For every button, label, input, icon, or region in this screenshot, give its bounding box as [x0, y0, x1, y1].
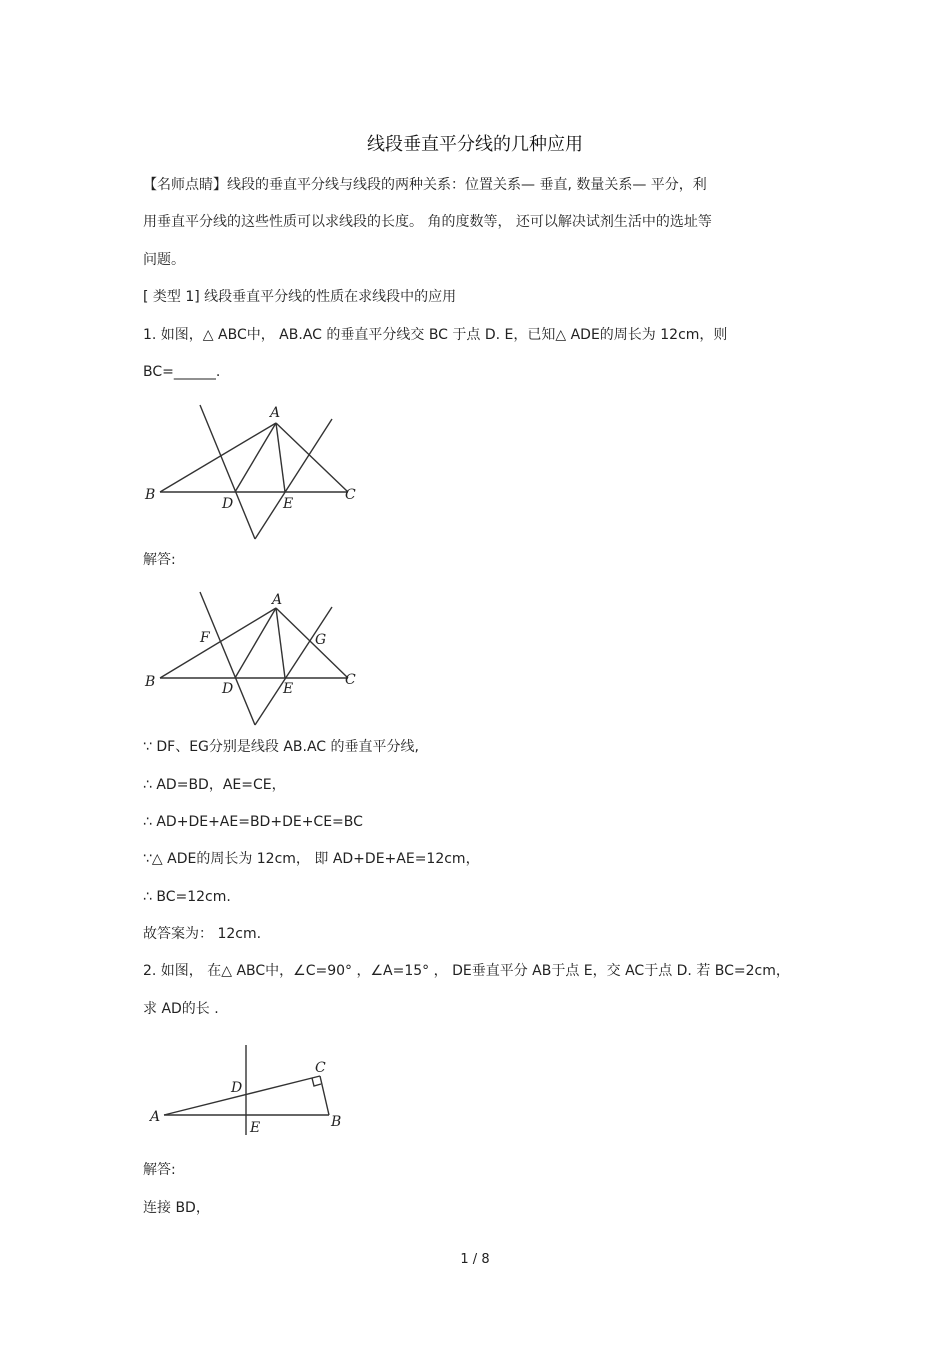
intro-line-1: 【名师点睛】线段的垂直平分线与线段的两种关系：位置关系— 垂直, 数量关系— 平分，利 — [143, 177, 707, 193]
label-C: C — [345, 672, 356, 688]
label-A: A — [272, 592, 283, 608]
label-D: D — [222, 496, 234, 512]
question-2-line-1: 2. 如图， 在△ ABC中，∠C=90° ，∠A=15° ， DE垂直平分 AB于点 E，交 AC于点 D. 若 BC=2cm， — [143, 963, 790, 979]
label-D: D — [222, 681, 234, 697]
solution-1-line-4: ∵△ ADE的周长为 12cm， 即 AD+DE+AE=12cm， — [143, 851, 480, 867]
label-A: A — [150, 1109, 161, 1125]
label-F: F — [200, 630, 210, 646]
question-2-line-2: 求 AD的长 . — [143, 1001, 219, 1017]
page-title: 线段垂直平分线的几种应用 — [367, 134, 583, 155]
solution-1-line-3: ∴ AD+DE+AE=BD+DE+CE=BC — [143, 814, 363, 830]
label-D: D — [231, 1080, 243, 1096]
solution-2-line-1: 连接 BD， — [143, 1200, 210, 1216]
solution-1-line-1: ∵ DF、EG分别是线段 AB.AC 的垂直平分线, — [143, 739, 419, 755]
label-G: G — [315, 632, 327, 648]
label-E: E — [250, 1120, 261, 1136]
solution-1-line-6: 故答案为： 12cm. — [143, 926, 262, 942]
label-C: C — [315, 1060, 326, 1076]
figure-1 — [140, 395, 370, 545]
solution-1-line-5: ∴ BC=12cm. — [143, 889, 231, 905]
label-B: B — [145, 487, 156, 503]
question-1-line-1: 1. 如图，△ ABC中， AB.AC 的垂直平分线交 BC 于点 D. E，已知△ ADE的周长为 12cm，则 — [143, 327, 728, 343]
question-1-line-2: BC=______. — [143, 364, 221, 380]
label-C: C — [345, 487, 356, 503]
intro-line-2: 用垂直平分线的这些性质可以求线段的长度。 角的度数等， 还可以解决试剂生活中的选址等 — [143, 214, 712, 230]
figure-3 — [140, 1040, 360, 1140]
intro-line-3: 问题。 — [143, 252, 185, 268]
page-number: 1 / 8 — [460, 1252, 490, 1267]
label-E: E — [283, 496, 294, 512]
solution-1-line-2: ∴ AD=BD，AE=CE， — [143, 777, 286, 793]
label-B: B — [145, 674, 156, 690]
answer-label-2: 解答: — [143, 1162, 176, 1178]
figure-2 — [140, 582, 370, 732]
label-E: E — [283, 681, 294, 697]
answer-label-1: 解答: — [143, 552, 176, 568]
type-heading: [ 类型 1] 线段垂直平分线的性质在求线段中的应用 — [143, 289, 457, 305]
label-A: A — [270, 405, 281, 421]
label-B: B — [331, 1114, 342, 1130]
